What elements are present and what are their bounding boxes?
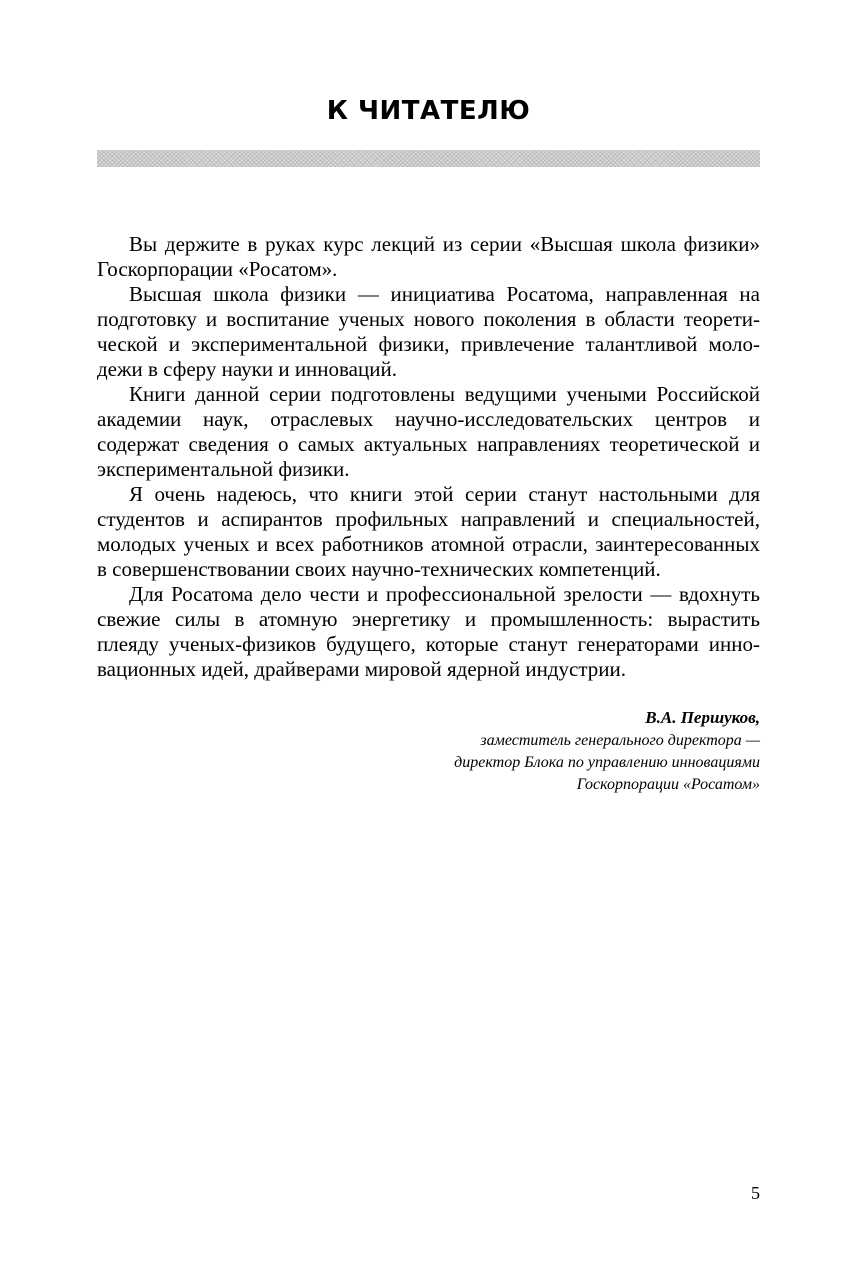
signature-title-line: директор Блока по управлению инновациями — [454, 754, 760, 771]
paragraph: Вы держите в руках курс лекций из серии «Высшая школа физики» Госкорпорации «Росатом». — [97, 232, 760, 281]
paragraph: Для Росатома дело чести и профессиональной зрелости — вдохнуть свежие силы в атомную энергетику и промышленность: вырастить плеяду ученых-физиков будущего, которые станут генераторами инновационных идей, драйверами мировой ядерной индустрии. — [97, 582, 760, 681]
title-divider — [97, 150, 760, 167]
page-title: К ЧИТАТЕЛЮ — [326, 96, 531, 126]
foreword-body — [97, 232, 760, 682]
paragraph: Высшая школа физики — инициатива Росатома, направленная на подготовку и воспитание ученых нового поколения в области теоретической и экспериментальной физики, привлечение талантливой молодежи в сферу науки и инноваций. — [97, 282, 760, 381]
signature-organization: Госкорпорации «Росатом» — [576, 776, 760, 793]
signature-block — [260, 706, 760, 796]
paragraph: Я очень надеюсь, что книги этой серии станут настольными для студентов и аспирантов профильных направлений и специальностей, молодых ученых и всех работников атомной отрасли, заинтересованных в совершенствовании своих научно-технических компетенций. — [97, 482, 760, 581]
paragraph: Книги данной серии подготовлены ведущими учеными Российской академии наук, отраслевых научно-исследовательских центров и содержат сведения о самых актуальных направлениях теоретической и экспериментальной физики. — [97, 382, 760, 481]
signature-name: В.А. Першуков, — [645, 708, 760, 727]
page-number: 5 — [751, 1183, 760, 1203]
signature-title-line: заместитель генерального директора — — [480, 732, 760, 749]
